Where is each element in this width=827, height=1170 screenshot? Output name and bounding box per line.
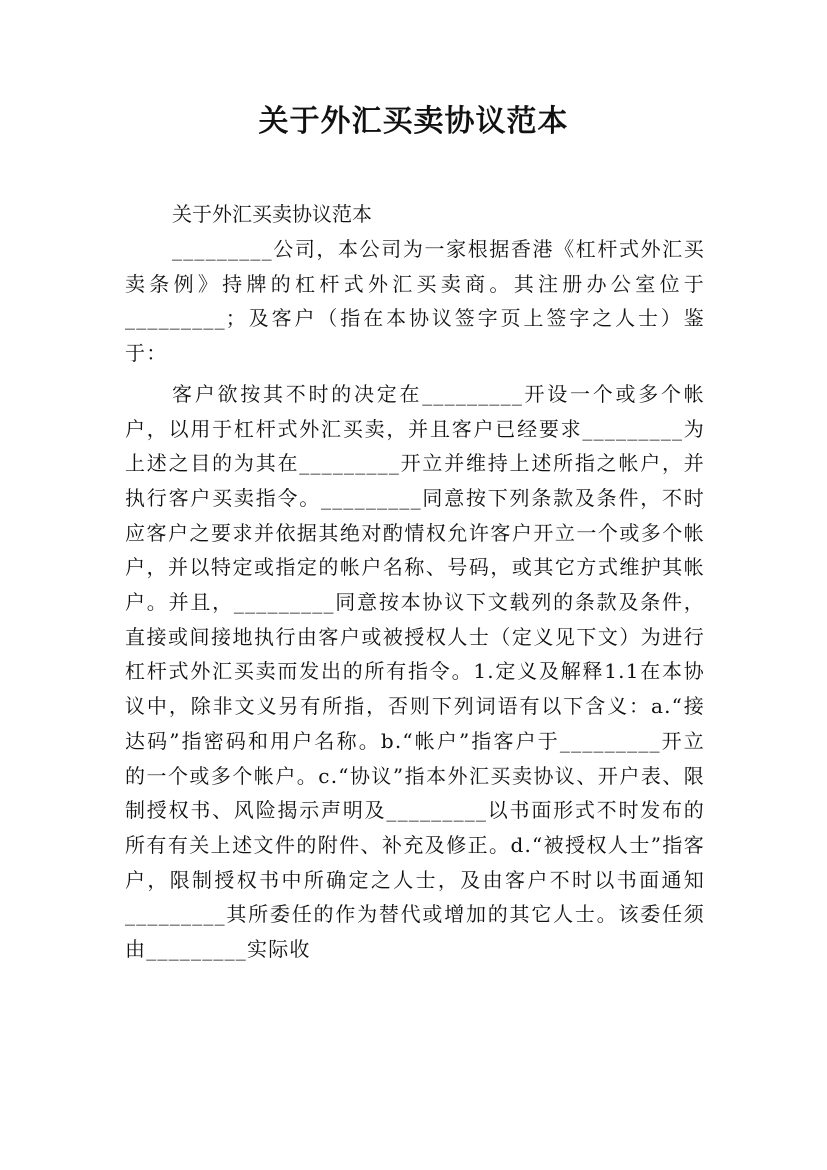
document-body — [125, 232, 705, 973]
document-subtitle: 关于外汇买卖协议范本 — [172, 202, 372, 226]
paragraph-main: 客户欲按其不时的决定在_________开设一个或多个帐户，以用于杠杆式外汇买卖，并且客户已经要求_________为上述之目的为其在_________开立并维持上述所指之帐户，并执行客户买卖指令。_________同意按下列条款及条件，不时应客户之要求并依据其绝对酌情权允许客户开立一个或多个帐户，并以特定或指定的帐户名称、号码，或其它方式维护其帐户。并且，_________同意按本协议下文载列的条款及条件，直接或间接地执行由客户或被授权人士（定义见下文）为进行杠杆式外汇买卖而发出的所有指令。1.定义及解释1.1在本协议中，除非文义另有所指，否则下列词语有以下含义：a.“接达码”指密码和用户名称。b.“帐户”指客户于_________开立的一个或多个帐户。c.“协议”指本外汇买卖协议、开户表、限制授权书、风险揭示声明及_________以书面形式不时发布的所有有关上述文件的附件、补充及修正。d.“被授权人士”指客户，限制授权书中所确定之人士，及由客户不时以书面通知_________其所委任的作为替代或增加的其它人士。该委任须由_________实际收 — [125, 381, 705, 962]
document-title: 关于外汇买卖协议范本 — [258, 104, 569, 139]
paragraph-preamble: _________公司，本公司为一家根据香港《杠杆式外汇买卖条例》持牌的杠杆式外汇买卖商。其注册办公室位于_________；及客户（指在本协议签字页上签字之人士）鉴于： — [125, 237, 705, 366]
